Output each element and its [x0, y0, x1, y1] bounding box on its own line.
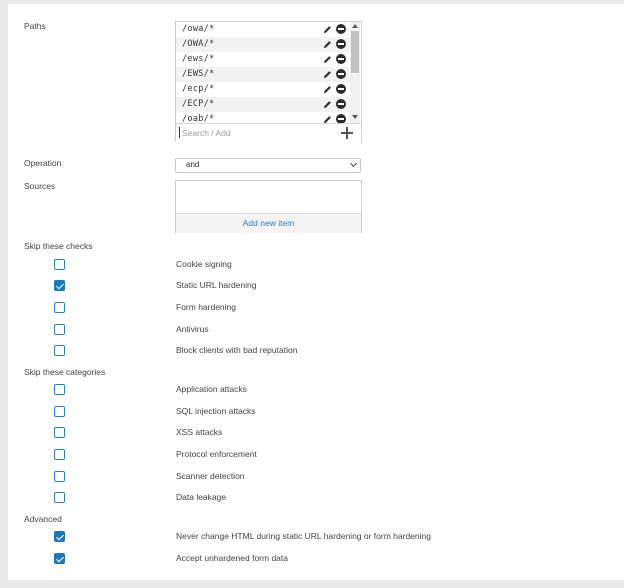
add-new-item-button[interactable]: Add new item [176, 213, 361, 233]
pencil-icon[interactable] [323, 40, 332, 49]
paths-search-row [176, 123, 361, 142]
check-label: Block clients with bad reputation [176, 345, 298, 355]
advanced-option-label: Accept unhardened form data [176, 553, 288, 563]
check-label: Antivirus [176, 324, 209, 334]
checkbox-form-hardening[interactable] [54, 302, 65, 313]
paths-listbox[interactable] [175, 21, 362, 142]
exception-settings-panel [8, 4, 624, 580]
category-label: Protocol enforcement [176, 449, 257, 459]
path-row[interactable] [176, 37, 350, 52]
remove-icon[interactable] [336, 99, 346, 109]
checkbox-sql-injection[interactable] [54, 406, 65, 417]
skip-categories-label: Skip these categories [24, 367, 106, 377]
path-value: /ecp/* [182, 84, 215, 94]
remove-icon[interactable] [336, 39, 346, 49]
pencil-icon[interactable] [323, 85, 332, 94]
category-label: Scanner detection [176, 471, 245, 481]
check-label: Cookie signing [176, 259, 232, 269]
scroll-down-arrow-icon[interactable] [352, 115, 358, 119]
path-row[interactable] [176, 82, 350, 97]
checkbox-never-change-html[interactable] [54, 531, 65, 542]
path-row[interactable] [176, 112, 350, 123]
pencil-icon[interactable] [323, 55, 332, 64]
operation-select[interactable] [175, 158, 361, 173]
remove-icon[interactable] [336, 54, 346, 64]
category-label: XSS attacks [176, 427, 223, 437]
chevron-down-icon [350, 160, 357, 167]
paths-list [176, 22, 350, 123]
path-value: /ews/* [182, 54, 215, 64]
check-label: Static URL hardening [176, 280, 257, 290]
checkbox-data-leakage[interactable] [54, 492, 65, 503]
scroll-up-arrow-icon[interactable] [352, 24, 358, 28]
path-value: /owa/* [182, 24, 215, 34]
scroll-thumb[interactable] [351, 31, 359, 73]
path-row[interactable] [176, 22, 350, 37]
checkbox-application-attacks[interactable] [54, 384, 65, 395]
checkbox-static-url-hardening[interactable] [54, 280, 65, 291]
path-value: /EWS/* [182, 69, 215, 79]
remove-icon[interactable] [336, 24, 346, 34]
checkbox-antivirus[interactable] [54, 324, 65, 335]
paths-label: Paths [24, 21, 46, 31]
path-value: /ECP/* [182, 99, 215, 109]
sources-empty-area [176, 181, 361, 213]
add-path-plus-icon[interactable] [341, 127, 353, 139]
checkbox-scanner-detection[interactable] [54, 471, 65, 482]
check-label: Form hardening [176, 302, 237, 312]
advanced-option-label: Never change HTML during static URL hardening or form hardening [176, 531, 431, 541]
category-label: Data leakage [176, 492, 227, 502]
operation-label: Operation [24, 158, 62, 168]
sources-list [175, 180, 362, 233]
pencil-icon[interactable] [323, 25, 332, 34]
paths-scrollbar[interactable] [350, 22, 360, 123]
checkbox-xss-attacks[interactable] [54, 427, 65, 438]
skip-checks-label: Skip these checks [24, 241, 93, 251]
pencil-icon[interactable] [323, 115, 332, 123]
path-value: /oab/* [182, 114, 215, 123]
checkbox-cookie-signing[interactable] [54, 259, 65, 270]
checkbox-accept-unhardened-form-data[interactable] [54, 553, 65, 564]
sources-label: Sources [24, 181, 56, 191]
remove-icon[interactable] [336, 84, 346, 94]
advanced-label: Advanced [24, 514, 62, 524]
path-row[interactable] [176, 52, 350, 67]
pencil-icon[interactable] [323, 100, 332, 109]
path-row[interactable] [176, 67, 350, 82]
remove-icon[interactable] [336, 69, 346, 79]
pencil-icon[interactable] [323, 70, 332, 79]
path-value: /OWA/* [182, 39, 215, 49]
checkbox-block-bad-reputation[interactable] [54, 345, 65, 356]
checkbox-protocol-enforcement[interactable] [54, 449, 65, 460]
category-label: Application attacks [176, 384, 247, 394]
category-label: SQL injection attacks [176, 406, 256, 416]
operation-selected-value: and [186, 160, 200, 169]
path-row[interactable] [176, 97, 350, 112]
paths-search-input[interactable] [180, 126, 337, 139]
remove-icon[interactable] [336, 114, 346, 123]
